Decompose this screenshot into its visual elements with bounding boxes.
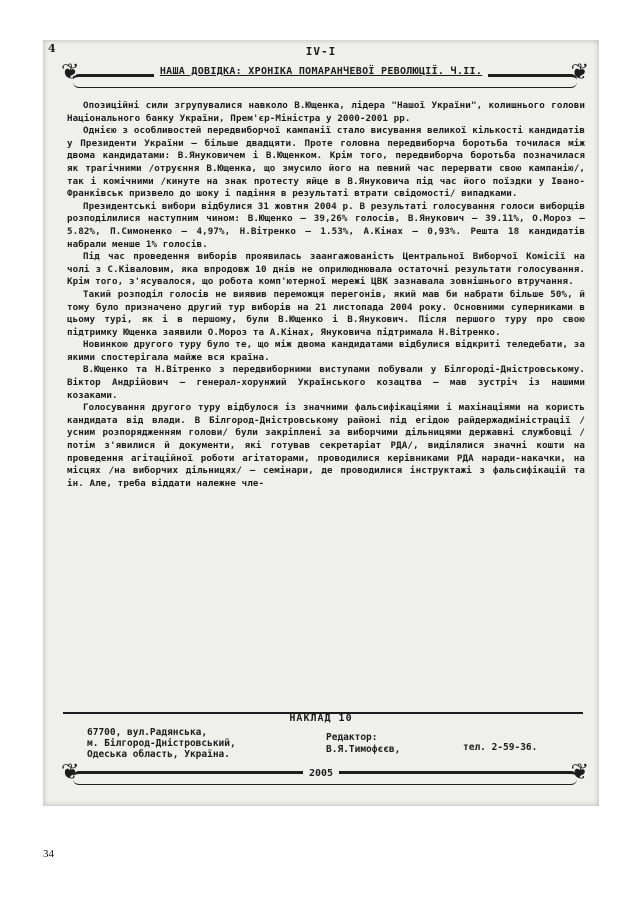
right-curl-ornament: ❦ bbox=[570, 60, 589, 85]
article-title-text: НАША ДОВІДКА: ХРОНІКА ПОМАРАНЧЕВОЇ РЕВОЛЮЦІЇ. Ч.ІІ. bbox=[154, 66, 488, 77]
paragraph: В.Ющенко та Н.Вітренко з передвиборними виступами побували у Білгороді-Дністровському. Віктор Андрійович – генерал-хорунжий Українського козацтва – мав зустріч із нашими козаками. bbox=[67, 364, 585, 401]
paragraph: Однією з особливостей передвиборчої кампанії стало висування великої кількості кандидатів у Президенти України – більше двадцяти. Проте головна передвиборча боротьба точилася між двома кандидатами: В.Януковичем і В.Ющенком. Крім того, передвиборча боротьба позначилася як трагічними /отруєння В.Ющенка, що змусило його на певний час перервати свою кампанію/, так і комічними /кинуте на знак протесту яйце в В.Януковича під час його поїздки у Івано-Франківськ призвело до шоку і падіння в результаті втрати свідомості/ випадками. bbox=[67, 125, 585, 200]
page-number: 34 bbox=[43, 848, 54, 860]
editor-block bbox=[326, 732, 400, 756]
page-corner-mark: 4 bbox=[48, 42, 56, 55]
bottom-left-curl-ornament: ❦ bbox=[61, 760, 80, 785]
article-title bbox=[43, 66, 599, 77]
left-curl-ornament: ❦ bbox=[61, 60, 80, 85]
article-body bbox=[67, 100, 585, 490]
issue-number: IV-I bbox=[305, 45, 337, 58]
print-run: НАКЛАД 10 bbox=[289, 713, 353, 724]
publication-year bbox=[43, 768, 599, 779]
publisher-address bbox=[87, 727, 236, 760]
address-line: м. Білгород-Дністровський, bbox=[87, 738, 236, 749]
bottom-right-curl-ornament: ❦ bbox=[570, 760, 589, 785]
paragraph: Під час проведення виборів проявилась заангажованість Центральної Виборчої Комісії на чолі з С.Ківаловим, яка впродовж 10 днів не оприлюднювала остаточні результати голосування. Крім того, з'ясувалося, що робота комп'ютерної мережі ЦВК зазнавала зовнішнього втручання. bbox=[67, 251, 585, 288]
paragraph: Опозиційні сили згрупувалися навколо В.Ющенка, лідера "Нашої України", колишнього голови Національного банку України, Прем'єр-Міністра у 2000-2001 рр. bbox=[67, 100, 585, 124]
paragraph: Такий розподіл голосів не виявив переможця перегонів, який мав би набрати більше 50%, й тому було призначено другий тур виборів на 21 листопада 2004 року. Основними суперниками в цьому турі, як і в першому, були В.Ющенко і В.Янукович. Після першого туру про свою підтримку Ющенка заявили О.Мороз та А.Кінах, Януковича підтримала Н.Вітренко. bbox=[67, 288, 585, 338]
phone-number: тел. 2-59-36. bbox=[463, 742, 538, 753]
paragraph: Голосування другого туру відбулося із значними фальсифікаціями і махінаціями на користь кандидата від влади. В Білгород-Дністровському районі під егідою райдержадміністрації /усним розпорядженням голови/ були закріплені за виборчими дільницями державні службовці /потім з'явилися й документи, які готував секретаріат РДА/, виділялися значні кошти на проведення агітаційної роботи агітаторами, проводилися керівниками РДА наради-накачки, на місцях /на виборчих дільницях/ – семінари, де проводилися інструктажі з фальсифікацій та ін. Але, треба віддати належне чле- bbox=[67, 402, 585, 489]
paragraph: Новинкою другого туру було те, що між двома кандидатами відбулися відкриті теледебати, за якими спостерігала майже вся країна. bbox=[67, 339, 585, 363]
editor-name: В.Я.Тимофєєв, bbox=[326, 744, 401, 755]
address-line: Одеська область, Україна. bbox=[87, 749, 230, 760]
publication-year-text: 2005 bbox=[303, 768, 339, 779]
editor-label: Редактор: bbox=[326, 732, 378, 743]
scanned-page bbox=[43, 40, 599, 806]
paragraph: Президентські вибори відбулися 31 жовтня 2004 р. В результаті голосування голоси виборців розподілилися наступним чином: В.Ющенко – 39,26% голосів, В.Янукович – 39.11%, О.Мороз – 5.82%, П.Симоненко – 4,97%, Н.Вітренко – 1.53%, А.Кінах – 0,93%. Решта 18 кандидатів набрали менше 1% голосів. bbox=[67, 200, 585, 250]
address-line: 67700, вул.Радянська, bbox=[87, 727, 208, 738]
